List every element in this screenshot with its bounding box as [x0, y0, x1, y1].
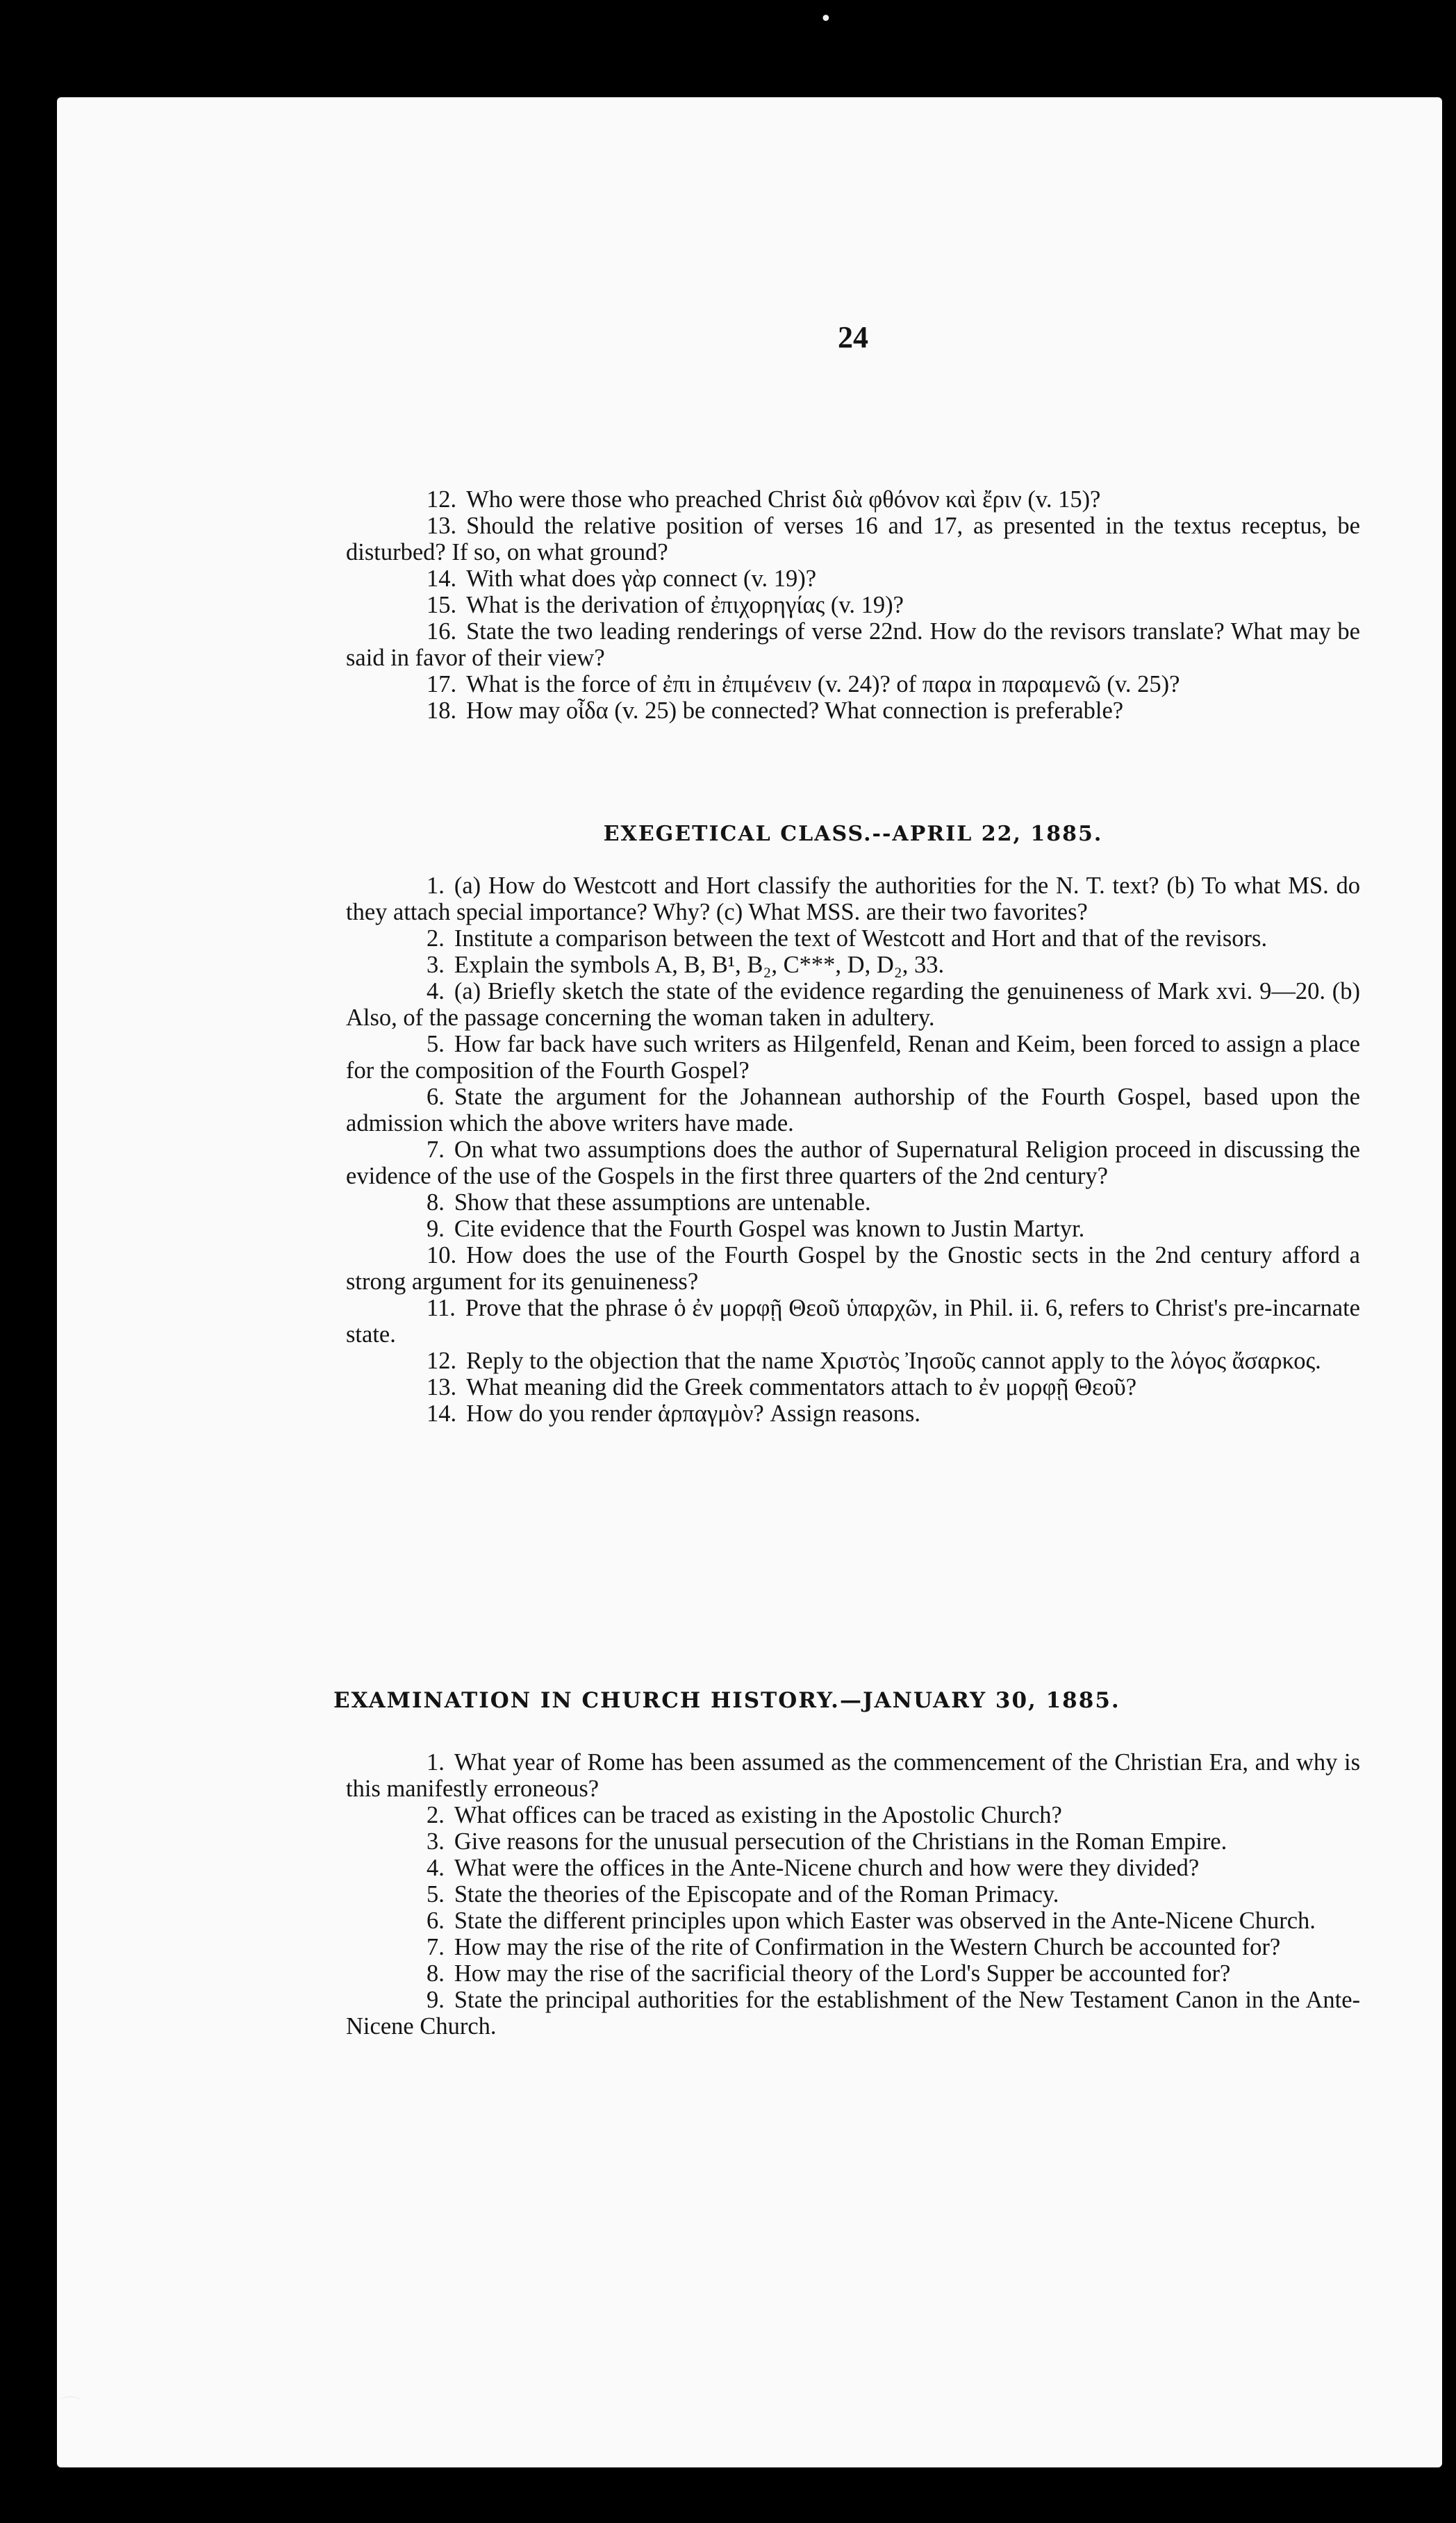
- question-item: [346, 618, 1360, 671]
- question-text: State the principal authorities for the establishment of the New Testament Canon in the Ante-Nicene Church.: [346, 1987, 1360, 2040]
- question-number: 4.: [427, 1855, 445, 1881]
- question-number: 1.: [427, 1749, 445, 1776]
- question-text: Cite evidence that the Fourth Gospel was known to Justin Martyr.: [454, 1216, 1085, 1242]
- question-text: (a) Briefly sketch the state of the evidence regarding the genuineness of Mark xvi. 9—20. (b) Also, of the passage concerning the woman taken in adultery.: [346, 978, 1360, 1031]
- question-text: How may the rise of the sacrificial theory of the Lord's Supper be accounted for?: [454, 1960, 1231, 1987]
- document-page: [57, 97, 1442, 2467]
- question-text: How may the rise of the rite of Confirmation in the Western Church be accounted for?: [454, 1934, 1281, 1960]
- question-number: 11.: [427, 1295, 456, 1321]
- question-list: [346, 1749, 1360, 2040]
- question-text: With what does γὰρ connect (v. 19)?: [466, 565, 817, 592]
- question-text: Give reasons for the unusual persecution of the Christians in the Roman Empire.: [454, 1828, 1227, 1855]
- question-number: 18.: [427, 697, 457, 724]
- question-text: How may οἶδα (v. 25) be connected? What connection is preferable?: [466, 697, 1124, 724]
- question-item: [346, 1348, 1360, 1374]
- question-text: What offices can be traced as existing in the Apostolic Church?: [454, 1802, 1062, 1828]
- question-number: 6.: [427, 1084, 445, 1110]
- question-text: Should the relative position of verses 16 and 17, as presented in the textus receptus, be disturbed? If so, on what ground?: [346, 513, 1360, 565]
- question-number: 12.: [427, 486, 457, 513]
- question-text: How far back have such writers as Hilgenfeld, Renan and Keim, been forced to assign a place for the composition of the Fourth Gospel?: [346, 1031, 1360, 1084]
- question-number: 5.: [427, 1881, 445, 1908]
- scan-speck: •: [820, 7, 832, 31]
- question-item: [346, 1987, 1360, 2040]
- question-text: State the different principles upon which Easter was observed in the Ante-Nicene Church.: [454, 1908, 1316, 1934]
- question-number: 3.: [427, 952, 445, 978]
- question-text: Show that these assumptions are untenable.: [454, 1189, 871, 1216]
- question-item: [346, 697, 1360, 724]
- question-text: Explain the symbols A, B, B¹, B₂, C***, D, D₂, 33.: [454, 952, 945, 978]
- question-number: 5.: [427, 1031, 445, 1057]
- question-text: Prove that the phrase ὁ ἐν μορφῇ Θεοῦ ὑπαρχῶν, in Phil. ii. 6, refers to Christ's pre-incarnate state.: [346, 1295, 1360, 1348]
- question-list: [346, 872, 1360, 1427]
- question-number: 1.: [427, 872, 445, 899]
- question-item: [346, 592, 1360, 618]
- question-item: [346, 872, 1360, 925]
- question-number: 13.: [427, 1374, 457, 1400]
- question-text: What were the offices in the Ante-Nicene church and how were they divided?: [454, 1855, 1200, 1881]
- question-text: (a) How do Westcott and Hort classify the authorities for the N. T. text? (b) To what MS. do they attach special importance? Why? (c) What MSS. are their two favorites?: [346, 872, 1360, 925]
- page-number: 24: [838, 320, 868, 354]
- question-number: 3.: [427, 1828, 445, 1855]
- question-number: 6.: [427, 1908, 445, 1934]
- question-item: [346, 1031, 1360, 1084]
- question-item: [346, 925, 1360, 952]
- question-number: 15.: [427, 592, 457, 618]
- question-text: Institute a comparison between the text of Westcott and Hort and that of the revisors.: [454, 925, 1268, 952]
- question-list: [346, 486, 1360, 724]
- question-number: 9.: [427, 1987, 445, 2013]
- question-text: State the argument for the Johannean authorship of the Fourth Gospel, based upon the admission which the above writers have made.: [346, 1084, 1360, 1136]
- church-history-heading: EXAMINATION IN CHURCH HISTORY.—JANUARY 30, 1885.: [333, 1688, 1120, 1713]
- question-item: [346, 1216, 1360, 1242]
- question-number: 2.: [427, 1802, 445, 1828]
- question-item: [346, 565, 1360, 592]
- exegetical-heading: EXEGETICAL CLASS.--APRIL 22, 1885.: [603, 822, 1103, 846]
- question-text: Who were those who preached Christ διὰ φθόνον καὶ ἔριν (v. 15)?: [466, 486, 1101, 513]
- question-number: 7.: [427, 1136, 445, 1163]
- question-number: 14.: [427, 1400, 457, 1427]
- question-item: [346, 1400, 1360, 1427]
- question-item: [346, 1908, 1360, 1934]
- question-number: 16.: [427, 618, 457, 645]
- question-number: 4.: [427, 978, 445, 1004]
- question-number: 9.: [427, 1216, 445, 1242]
- question-text: What meaning did the Greek commentators attach to ἐν μορφῇ Θεοῦ?: [466, 1374, 1137, 1400]
- question-text: What year of Rome has been assumed as the commencement of the Christian Era, and why is this manifestly erroneous?: [346, 1749, 1360, 1802]
- question-text: What is the force of ἐπι in ἐπιμένειν (v. 24)? of παρα in παραμενῶ (v. 25)?: [466, 671, 1180, 697]
- question-item: [346, 1749, 1360, 1802]
- question-number: 2.: [427, 925, 445, 952]
- question-item: [346, 1828, 1360, 1855]
- question-text: State the two leading renderings of verse 22nd. How do the revisors translate? What may be said in favor of their view?: [346, 618, 1360, 671]
- question-number: 7.: [427, 1934, 445, 1960]
- question-item: [346, 1189, 1360, 1216]
- question-item: [346, 1855, 1360, 1881]
- question-item: [346, 486, 1360, 513]
- question-text: Reply to the objection that the name Χριστὸς Ἰησοῦς cannot apply to the λόγος ἄσαρκος.: [466, 1348, 1321, 1374]
- question-item: [346, 1242, 1360, 1295]
- question-item: [346, 513, 1360, 565]
- question-number: 8.: [427, 1189, 445, 1216]
- question-item: [346, 1802, 1360, 1828]
- question-text: How does the use of the Fourth Gospel by the Gnostic sects in the 2nd century afford a strong argument for its genuineness?: [346, 1242, 1360, 1295]
- question-item: [346, 1084, 1360, 1136]
- question-item: [346, 1374, 1360, 1400]
- question-item: [346, 978, 1360, 1031]
- question-text: State the theories of the Episcopate and of the Roman Primacy.: [454, 1881, 1059, 1908]
- question-text: What is the derivation of ἐπιχορηγίας (v. 19)?: [466, 592, 904, 618]
- question-text: How do you render ἁρπαγμὸν? Assign reasons.: [466, 1400, 920, 1427]
- question-number: 13.: [427, 513, 457, 539]
- question-number: 8.: [427, 1960, 445, 1987]
- question-text: On what two assumptions does the author of Supernatural Religion proceed in discussing the evidence of the use of the Gospels in the first three quarters of the 2nd century?: [346, 1136, 1360, 1189]
- section-church-history: [346, 1749, 1360, 2040]
- question-number: 14.: [427, 565, 457, 592]
- section-exegetical-class: [346, 872, 1360, 1427]
- question-item: [346, 671, 1360, 697]
- question-item: [346, 1295, 1360, 1348]
- question-item: [346, 1881, 1360, 1908]
- question-number: 12.: [427, 1348, 457, 1374]
- question-item: [346, 1934, 1360, 1960]
- question-number: 17.: [427, 671, 457, 697]
- scan-speck: ⌒: [60, 2395, 81, 2419]
- question-item: [346, 1960, 1360, 1987]
- section-continued-questions: [346, 486, 1360, 724]
- question-item: [346, 1136, 1360, 1189]
- question-item: [346, 952, 1360, 978]
- question-number: 10.: [427, 1242, 457, 1268]
